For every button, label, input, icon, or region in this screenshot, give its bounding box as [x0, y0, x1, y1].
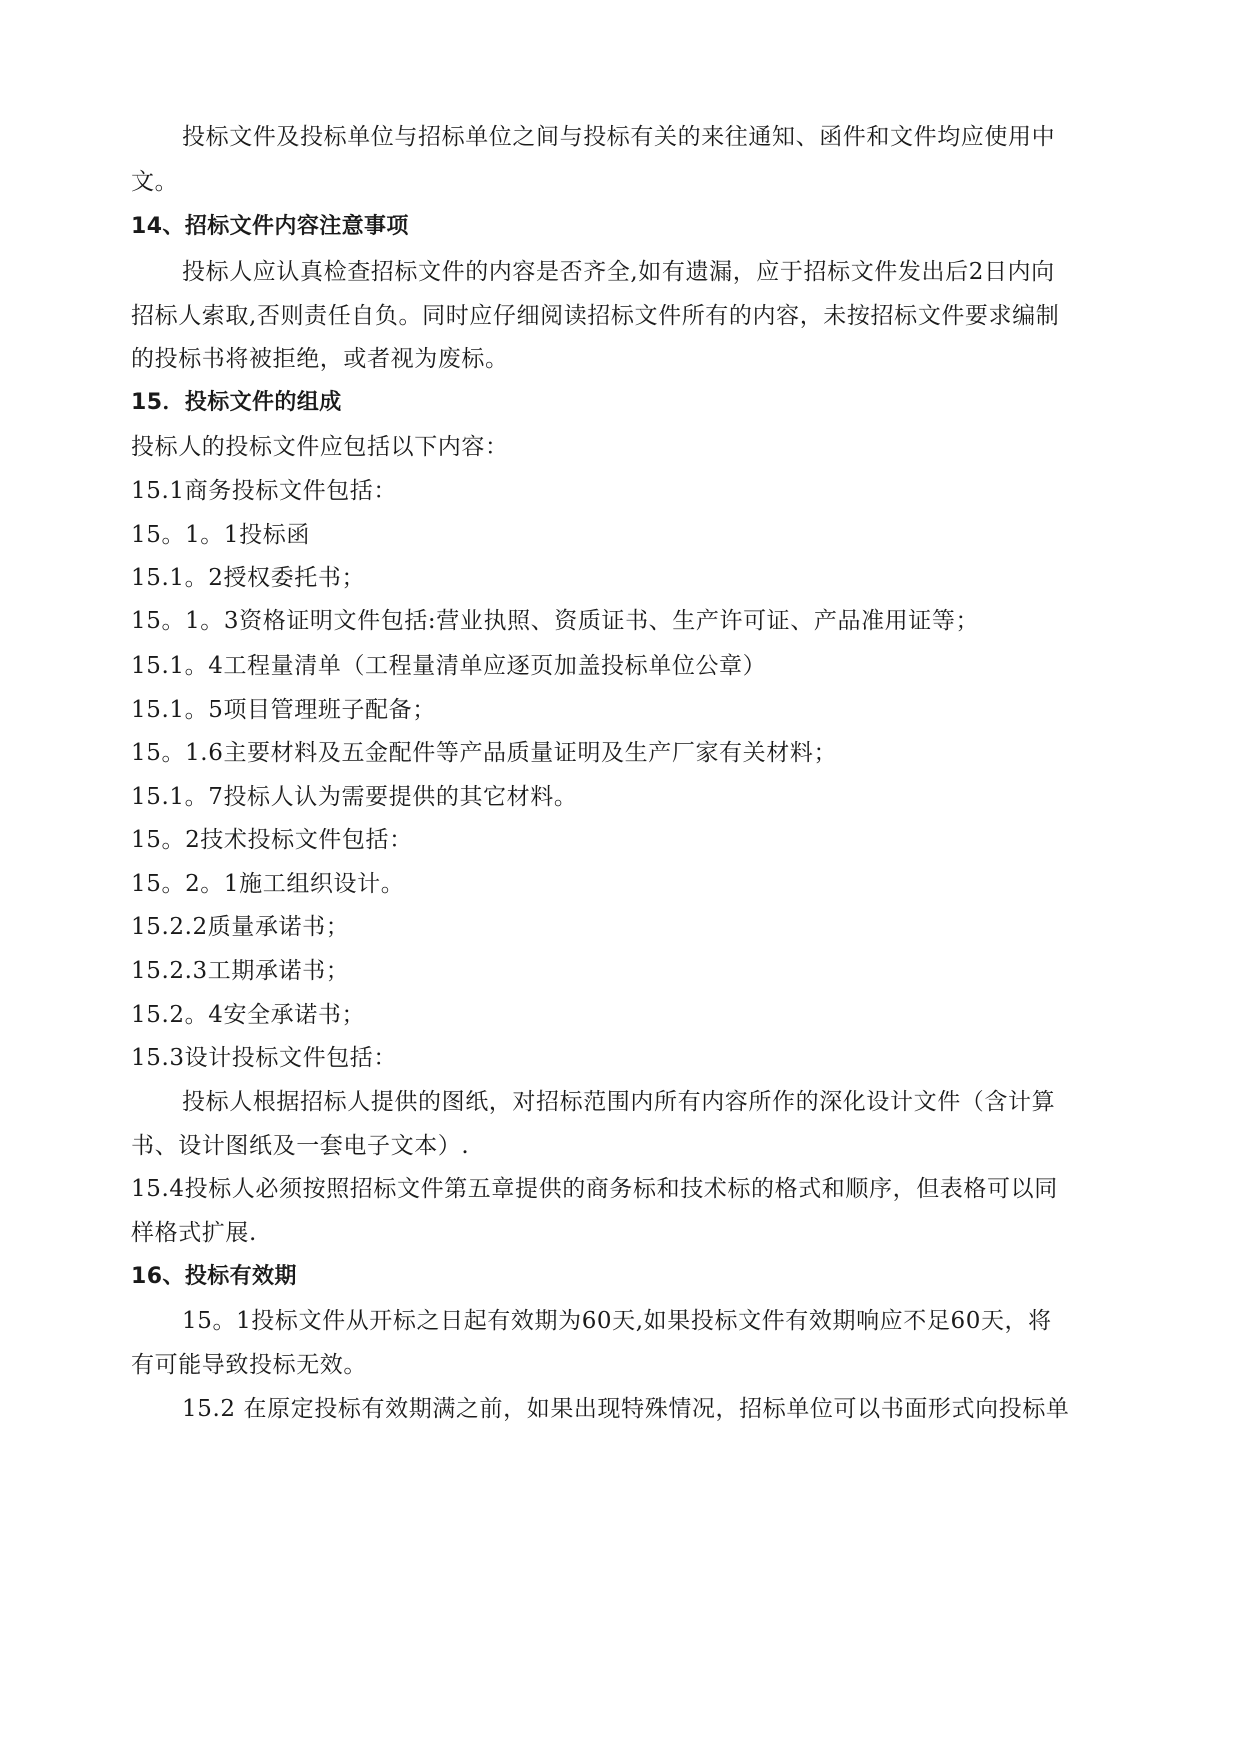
section-heading: 14、招标文件内容注意事项 — [131, 214, 409, 239]
list-item: 15.3设计投标文件包括： — [131, 1045, 398, 1071]
list-item: 15.1。5项目管理班子配备； — [131, 697, 436, 723]
paragraph-line: 书、设计图纸及一套电子文本）. — [131, 1133, 470, 1159]
paragraph-line: 投标人根据招标人提供的图纸，对招标范围内所有内容所作的深化设计文件（含计算 — [182, 1089, 1056, 1115]
list-item: 15。2技术投标文件包括： — [131, 827, 413, 853]
paragraph-line: 文。 — [131, 169, 179, 195]
paragraph-line: 15.2 在原定投标有效期满之前，如果出现特殊情况，招标单位可以书面形式向投标单 — [182, 1396, 1070, 1422]
paragraph-line: 投标人的投标文件应包括以下内容： — [131, 434, 509, 460]
paragraph-line: 15.4投标人必须按照招标文件第五章提供的商务标和技术标的格式和顺序，但表格可以同 — [131, 1176, 1058, 1202]
paragraph-line: 投标文件及投标单位与招标单位之间与投标有关的来往通知、函件和文件均应使用中 — [182, 124, 1056, 150]
list-item: 15.1。2授权委托书； — [131, 565, 366, 591]
paragraph-line: 投标人应认真检查招标文件的内容是否齐全,如有遗漏，应于招标文件发出后2日内向 — [182, 259, 1055, 285]
paragraph-line: 招标人索取,否则责任自负。同时应仔细阅读招标文件所有的内容，未按招标文件要求编制 — [131, 303, 1060, 329]
list-item: 15。1.6主要材料及五金配件等产品质量证明及生产厂家有关材料； — [131, 740, 838, 766]
list-item: 15.1。4工程量清单（工程量清单应逐页加盖投标单位公章） — [131, 653, 767, 679]
list-item: 15.1商务投标文件包括： — [131, 478, 398, 504]
list-item: 15.2。4安全承诺书； — [131, 1002, 366, 1028]
section-heading: 16、投标有效期 — [131, 1264, 297, 1289]
list-item: 15.2.3工期承诺书； — [131, 958, 350, 984]
list-item: 15。2。1施工组织设计。 — [131, 871, 405, 897]
list-item: 15.1。7投标人认为需要提供的其它材料。 — [131, 784, 578, 810]
list-item: 15.2.2质量承诺书； — [131, 914, 350, 940]
list-item: 15。1。3资格证明文件包括:营业执照、资质证书、生产许可证、产品准用证等； — [131, 608, 980, 634]
section-heading: 15．投标文件的组成 — [131, 390, 342, 415]
list-item: 15。1。1投标函 — [131, 522, 310, 548]
paragraph-line: 样格式扩展. — [131, 1220, 257, 1246]
paragraph-line: 有可能导致投标无效。 — [131, 1352, 367, 1378]
paragraph-line: 的投标书将被拒绝，或者视为废标。 — [131, 346, 509, 372]
paragraph-line: 15。1投标文件从开标之日起有效期为60天,如果投标文件有效期响应不足60天，将 — [182, 1308, 1052, 1334]
